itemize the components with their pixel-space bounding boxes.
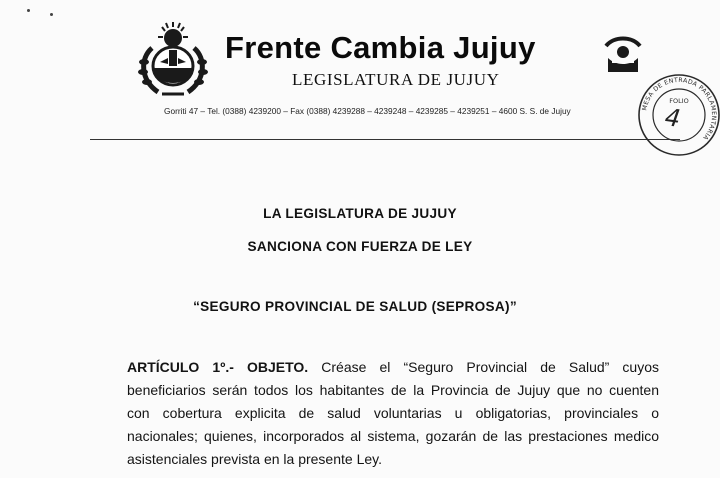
stamp-ring-text: MESA DE ENTRADA PARLAMENTARIA xyxy=(641,76,718,142)
article-line: beneficiarios serán todos los habitantes de la Provincia de Jujuy que no cuenten xyxy=(127,382,659,398)
law-title: “SEGURO PROVINCIAL DE SALUD (SEPROSA)” xyxy=(193,299,517,314)
organization-subtitle: LEGISLATURA DE JUJUY xyxy=(292,70,500,89)
article-line xyxy=(127,356,659,379)
article-line: con cobertura explicita de salud voluntarias u obligatorias, provinciales o xyxy=(127,405,659,421)
scan-speck xyxy=(27,9,30,12)
article-1 xyxy=(127,356,659,471)
contact-info: Gorriti 47 – Tel. (0388) 4239200 – Fax (0388) 4239288 – 4239248 – 4239285 – 4239251 – 4600 S. S. de Jujuy xyxy=(164,106,571,116)
organization-name: Frente Cambia Jujuy xyxy=(225,30,536,65)
stamp-folio-number: 4 xyxy=(663,103,683,133)
scan-speck xyxy=(50,13,53,16)
article-line: asistenciales prevista en la presente Ley. xyxy=(127,451,382,467)
heading-sanction: SANCIONA CON FUERZA DE LEY xyxy=(247,239,473,254)
article-text: Créase el “Seguro Provincial de Salud” cuyos xyxy=(321,359,659,375)
header-divider xyxy=(90,139,680,140)
stamp-folio-label: FOLIO xyxy=(669,97,689,105)
party-logo xyxy=(602,36,644,76)
article-line: nacionales; quienes, incorporados al sistema, gozarán de las prestaciones medico xyxy=(127,428,659,444)
heading-legislature: LA LEGISLATURA DE JUJUY xyxy=(263,206,457,221)
coat-of-arms-logo xyxy=(132,18,214,100)
article-label: ARTÍCULO 1º.- OBJETO. xyxy=(127,359,309,375)
